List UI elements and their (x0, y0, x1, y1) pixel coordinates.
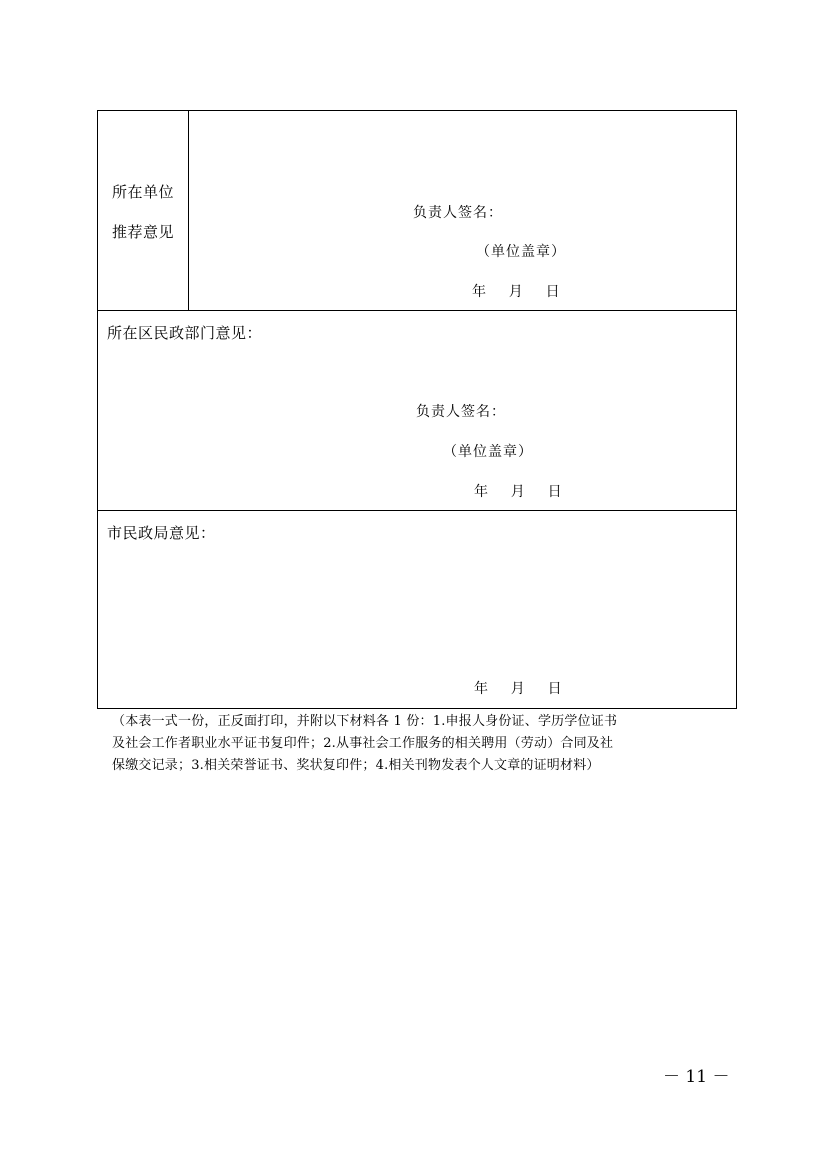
footnote-line1: （本表一式一份，正反面打印，并附以下材料各 1 份：1.申报人身份证、学历学位证书 (112, 714, 618, 729)
district-heading: 所在区民政部门意见： (107, 324, 263, 342)
footnote-line3: 保缴交记录；3.相关荣誉证书、奖状复印件；4.相关刊物发表个人文章的证明材料） (112, 758, 600, 773)
district-seal-label: （单位盖章） (443, 444, 533, 460)
footnote-line2: 及社会工作者职业水平证书复印件；2.从事社会工作服务的相关聘用（劳动）合同及社 (112, 736, 614, 751)
approval-form-table (97, 110, 737, 709)
unit-seal-label: （单位盖章） (476, 244, 566, 260)
unit-date-label: 年 月 日 (472, 284, 561, 300)
district-opinion-section (98, 311, 736, 511)
city-heading: 市民政局意见： (107, 524, 216, 542)
unit-label-line2: 推荐意见 (111, 223, 174, 241)
unit-label-line1: 所在单位 (111, 183, 174, 201)
district-signature-label: 负责人签名： (416, 404, 506, 420)
unit-label-cell (98, 111, 189, 310)
unit-signature-label: 负责人签名： (413, 205, 503, 221)
unit-recommendation-section (98, 111, 736, 311)
city-date-label: 年 月 日 (474, 681, 563, 697)
city-opinion-section (98, 511, 736, 708)
page-number: － 11 － (663, 1067, 730, 1087)
footnote (112, 711, 732, 777)
district-date-label: 年 月 日 (474, 484, 563, 500)
